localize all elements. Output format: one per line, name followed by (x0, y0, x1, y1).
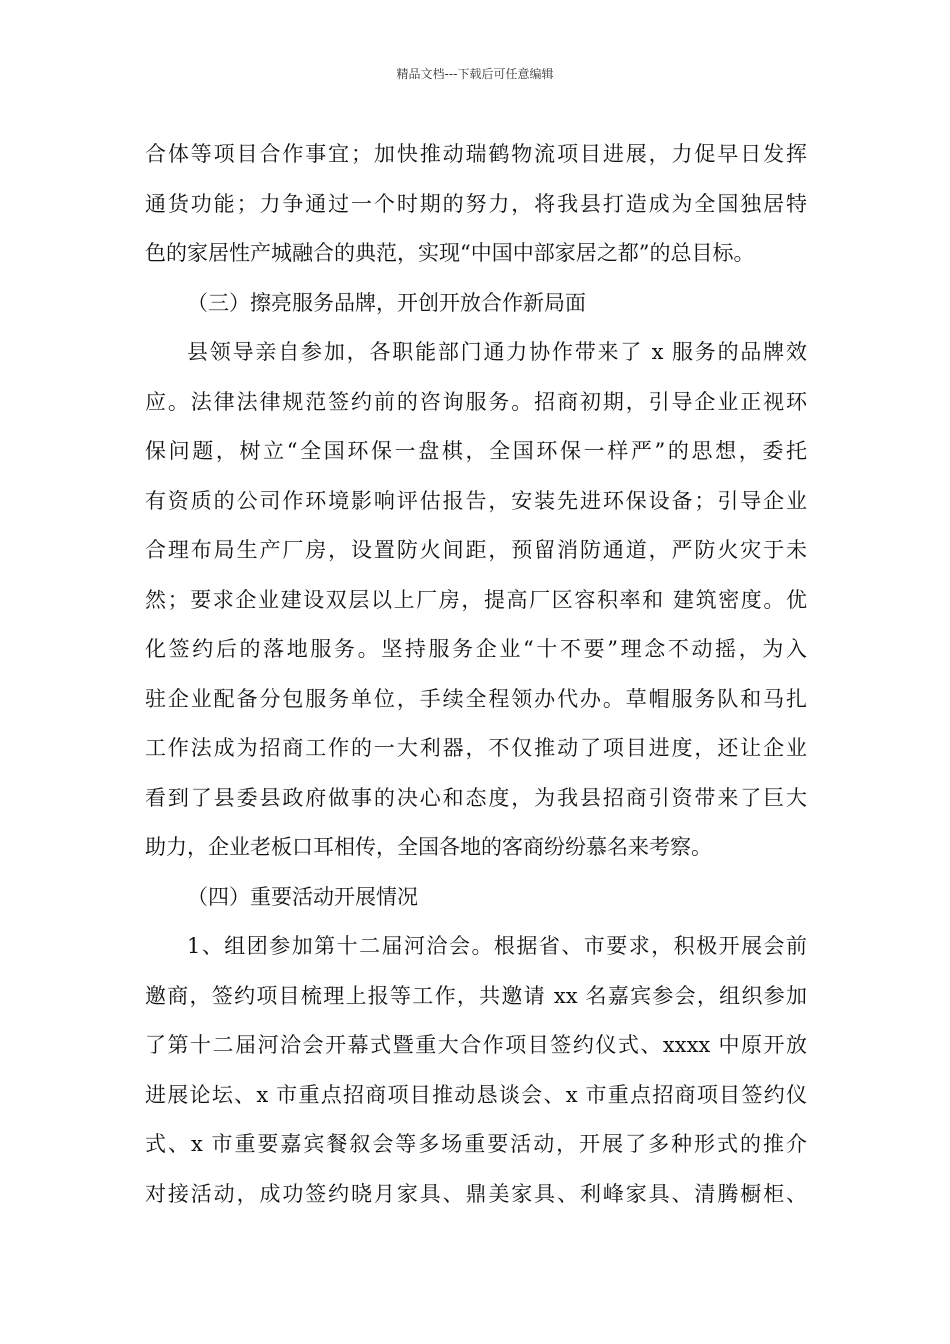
text-line: 合体等项目合作事宜；加快推动瑞鹤物流项目进展，力促早日发挥 (145, 142, 807, 166)
text-line: 色的家居性产城融合的典范，实现“中国中部家居之都”的总目标。 (145, 241, 755, 265)
text-line: 进展论坛、x 市重点招商项目推动恳谈会、x 市重点招商项目签约仪 (145, 1082, 807, 1107)
text-line: 有资质的公司作环境影响评估报告，安装先进环保设备；引导企业 (145, 488, 807, 513)
text-line: 驻企业配备分包服务单位，手续全程领办代办。草帽服务队和马扎 (145, 686, 807, 711)
text-line: 工作法成为招商工作的一大利器，不仅推动了项目进度，还让企业 (145, 736, 807, 760)
text-line: 县领导亲自参加，各职能部门通力协作带来了 x 服务的品牌效 (187, 340, 807, 364)
text-line: 然；要求企业建设双层以上厂房，提高厂区容积率和 建筑密度。优 (145, 587, 807, 612)
section-heading: （四）重要活动开展情况 (187, 884, 418, 909)
text-line: 通货功能；力争通过一个时期的努力，将我县打造成为全国独居特 (145, 191, 807, 216)
text-line: 看到了县委县政府做事的决心和态度，为我县招商引资带来了巨大 (145, 785, 807, 810)
text-line: 了第十二届河洽会开幕式暨重大合作项目签约仪式、xxxx 中原开放 (145, 1033, 807, 1057)
text-line: 应。法律法律规范签约前的咨询服务。招商初期，引导企业正视环 (145, 389, 807, 414)
text-line: 邀商，签约项目梳理上报等工作，共邀请 xx 名嘉宾参会，组织参加 (145, 983, 807, 1008)
section-heading: （三）擦亮服务品牌，开创开放合作新局面 (187, 290, 586, 315)
text-line: 对接活动，成功签约晓月家具、鼎美家具、利峰家具、清腾橱柜、 (145, 1181, 807, 1206)
document-body (145, 130, 807, 1219)
text-line: 合理布局生产厂房，设置防火间距，预留消防通道，严防火灾于未 (145, 538, 807, 562)
text-line: 化签约后的落地服务。坚持服务企业“十不要”理念不动摇，为入 (145, 637, 807, 661)
text-line: 式、x 市重要嘉宾餐叙会等多场重要活动，开展了多种形式的推介 (145, 1132, 807, 1156)
text-line: 1、组团参加第十二届河洽会。根据省、市要求，积极开展会前 (187, 934, 807, 958)
text-line: 助力，企业老板口耳相传，全国各地的客商纷纷慕名来考察。 (145, 835, 712, 859)
page-header: 精品文档---下载后可任意编辑 (396, 67, 554, 81)
text-line: 保问题，树立“全国环保一盘棋，全国环保一样严”的思想，委托 (145, 439, 807, 463)
